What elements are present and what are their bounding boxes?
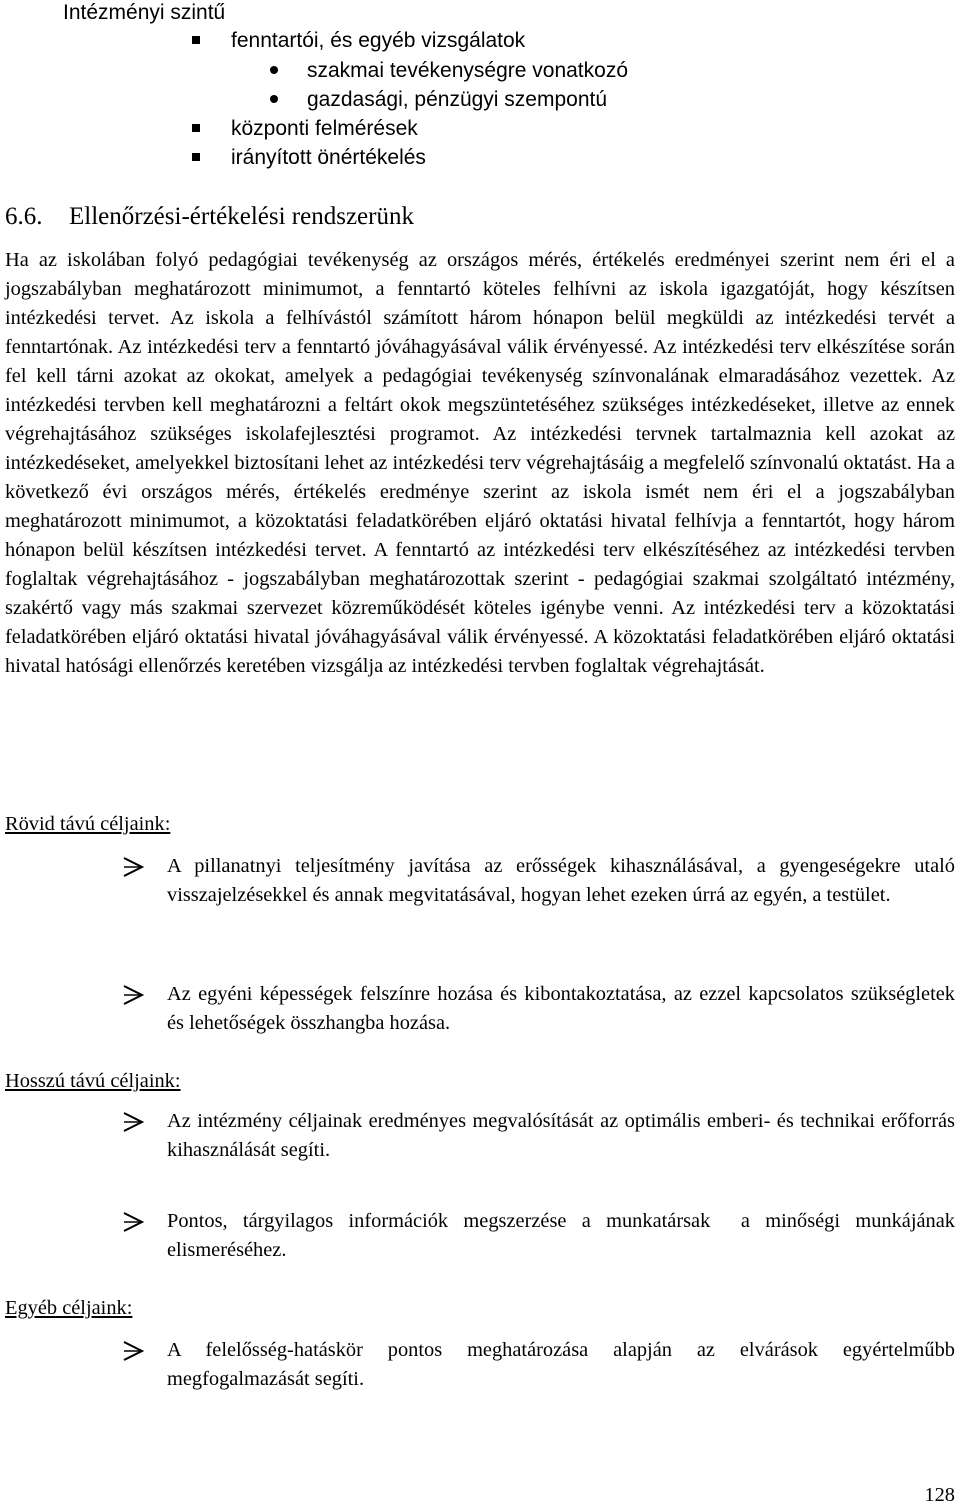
arrow-bullet-icon bbox=[120, 983, 150, 1007]
square-bullet-icon bbox=[192, 153, 200, 161]
page-number: 128 bbox=[924, 1484, 955, 1506]
section-heading bbox=[5, 202, 414, 232]
section-number: 6.6. bbox=[5, 203, 43, 230]
goal-item: Az intézmény céljainak eredményes megvalósítását az optimális emberi- és technikai erőforrás kihasználását segíti. bbox=[167, 1110, 955, 1161]
arrow-bullet-icon bbox=[120, 1339, 150, 1363]
list-item: irányított önértékelés bbox=[231, 146, 426, 169]
goal-item: A pillanatnyi teljesítmény javítása az erősségek kihasználásával, a gyengeségekre utaló visszajelzésekkel és annak megvitatásával, hogyan lehet ezeken úrrá az egyén, a testület. bbox=[167, 855, 955, 906]
goal-item: A felelősség-hatáskör pontos meghatározása alapján az elvárások egyértelműbb megfogalmazását segíti. bbox=[167, 1339, 955, 1390]
institutional-level-title: Intézményi szintű bbox=[63, 1, 226, 24]
arrow-bullet-icon bbox=[120, 1210, 150, 1234]
square-bullet-icon bbox=[192, 124, 200, 132]
long-term-goals-heading: Hosszú távú céljaink: bbox=[5, 1070, 181, 1092]
body-paragraph: Ha az iskolában folyó pedagógiai tevékenység az országos mérés, értékelés eredményei szerint nem éri el a jogszabályban meghatározott minimumot, a fenntartó köteles felhívni az iskola igazgatóját, hogy készítsen intézkedési tervet. Az iskola a felhívástól számított három hónapon belül megküldi az intézkedési tervét a fenntartónak. Az intézkedési terv a fenntartó jóváhagyásával válik érvényessé. Az intézkedési terv elkészítése során fel kell tárni azokat az okokat, amelyek a pedagógiai tevékenység színvonalának elmaradásához vezettek. Az intézkedési tervben kell meghatározni a feltárt okok megszüntetéséhez szükséges intézkedéseket, illetve az ennek végrehajtásához szükséges iskolafejlesztési programot. Az intézkedési tervnek tartalmaznia kell azokat az intézkedéseket, amelyekkel biztosítani lehet az intézkedési terv végrehajtásáig a megfelelő színvonalú oktatást. Ha a következő évi országos mérés, értékelés eredménye szerint az iskola ismét nem éri el a jogszabályban meghatározott minimumot, a közoktatási feladatkörében eljáró oktatási hivatal felhívja a fenntartót, hogy három hónapon belül készítsen intézkedési tervet. A fenntartó az intézkedési terv elkészítéséhez az intézkedési tervben foglaltak végrehajtásához - jogszabályban meghatározottak szerint - pedagógiai szakmai szolgáltató intézmény, szakértő vagy más szakmai szervezet közreműködését köteles igénybe venni. Az intézkedési terv a közoktatási feladatkörében eljáró oktatási hivatal jóváhagyásával válik érvényessé. A közoktatási feladatkörében eljáró oktatási hivatal hatósági ellenőrzés keretében vizsgálja az intézkedési tervben foglaltak végrehajtását. bbox=[5, 249, 955, 677]
other-goals-heading: Egyéb céljaink: bbox=[5, 1297, 133, 1319]
section-title: Ellenőrzési-értékelési rendszerünk bbox=[69, 203, 414, 230]
list-item: központi felmérések bbox=[231, 117, 418, 140]
round-bullet-icon bbox=[270, 95, 278, 103]
goal-item: Pontos, tárgyilagos információk megszerzése a munkatársak a minőségi munkájának elismeréséhez. bbox=[167, 1210, 960, 1261]
short-term-goals-heading: Rövid távú céljaink: bbox=[5, 813, 171, 835]
arrow-bullet-icon bbox=[120, 855, 150, 879]
goal-item: Az egyéni képességek felszínre hozása és kibontakoztatása, az ezzel kapcsolatos szükségletek és lehetőségek összhangba hozása. bbox=[167, 983, 955, 1034]
arrow-bullet-icon bbox=[120, 1110, 150, 1134]
list-item: gazdasági, pénzügyi szempontú bbox=[307, 88, 608, 111]
list-item: szakmai tevékenységre vonatkozó bbox=[307, 59, 628, 82]
list-item: fenntartói, és egyéb vizsgálatok bbox=[231, 29, 526, 52]
square-bullet-icon bbox=[192, 36, 200, 44]
round-bullet-icon bbox=[270, 66, 278, 74]
